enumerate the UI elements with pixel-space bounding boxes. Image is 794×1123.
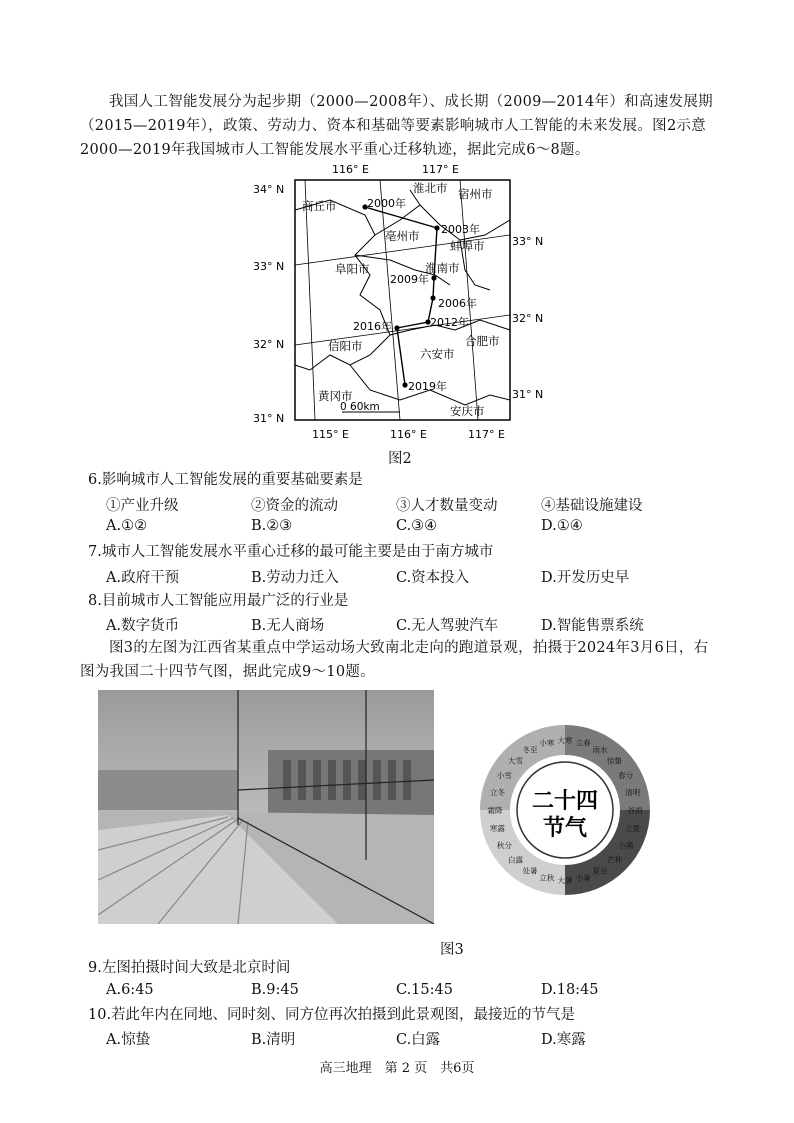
page-footer: 高三地理 第 2 页 共6页 (319, 1061, 475, 1076)
lat-left-33: 33° N (253, 260, 285, 273)
q10-stem: 10.若此年内在同地、同时刻、同方位再次拍摄到此景观图，最接近的节气是 (88, 1007, 576, 1023)
year-2009: 2009年 (390, 273, 429, 286)
city-luan: 六安市 (420, 347, 455, 361)
lon-bottom-117: 117° E (468, 428, 505, 441)
year-2006: 2006年 (438, 297, 477, 310)
solar-term-label: 小暑 (575, 873, 591, 883)
lon-bottom-115: 115° E (312, 428, 349, 441)
city-shangqiu: 商丘市 (302, 199, 337, 213)
q8-option-d[interactable]: D.智能售票系统 (541, 618, 644, 634)
map-point-2009 (431, 275, 436, 280)
solar-term-label: 谷雨 (627, 806, 643, 815)
lat-left-32: 32° N (253, 338, 285, 351)
solar-term-label: 秋分 (496, 841, 512, 850)
figure-3-caption: 图3 (440, 942, 464, 958)
solar-term-label: 惊蛰 (607, 756, 622, 766)
intro-paragraph-2: 图3的左图为江西省某重点中学运动场大致南北走向的跑道景观，拍摄于2024年3月6日，右图为我国二十四节气图，据此完成9～10题。 (80, 640, 709, 680)
city-bozhou: 亳州市 (385, 229, 420, 243)
map-point-2006 (430, 295, 435, 300)
solar-term-label: 小寒 (539, 738, 555, 748)
q10-option-c[interactable]: C.白露 (396, 1032, 441, 1048)
solar-term-label: 白露 (508, 855, 523, 865)
q7-options (106, 566, 686, 587)
q8-option-b[interactable]: B.无人商场 (251, 618, 325, 634)
solar-term-label: 寒露 (489, 824, 505, 834)
q9-option-b[interactable]: B.9:45 (251, 982, 299, 998)
city-anqing: 安庆市 (450, 404, 485, 418)
lon-top-116: 116° E (332, 163, 369, 176)
q7-option-a[interactable]: A.政府干预 (106, 570, 180, 586)
city-huaibei: 淮北市 (413, 181, 448, 195)
solar-term-label: 立夏 (625, 824, 641, 834)
q7-option-d[interactable]: D.开发历史早 (541, 570, 630, 586)
track-photo (98, 690, 434, 924)
lat-left-34: 34° N (253, 183, 285, 196)
city-huainan: 淮南市 (425, 261, 460, 275)
q9-option-d[interactable]: D.18:45 (541, 982, 599, 998)
q10-options (106, 1028, 686, 1049)
q10-option-a[interactable]: A.惊蛰 (106, 1032, 151, 1048)
q10-option-d[interactable]: D.寒露 (541, 1032, 586, 1048)
city-fuyang: 阜阳市 (335, 262, 370, 276)
intro-paragraph-1: 我国人工智能发展分为起步期（2000—2008年）、成长期（2009—2014年）和高速发展期（2015—2019年），政策、劳动力、资本和基础等要素影响城市人工智能的未来发展。图2示意2000—2019年我国城市人工智能发展水平重心迁移轨迹，据此完成6～8题。 (80, 94, 713, 158)
lon-bottom-116: 116° E (390, 428, 427, 441)
q6-item-4: ④基础设施建设 (541, 498, 643, 514)
figure-2-caption: 图2 (388, 451, 412, 467)
q8-stem: 8.目前城市人工智能应用最广泛的行业是 (88, 593, 349, 609)
q9-option-a[interactable]: A.6:45 (106, 982, 154, 998)
year-2016: 2016年 (353, 320, 392, 333)
year-2019: 2019年 (408, 380, 447, 393)
q6-option-d[interactable]: D.①④ (541, 518, 583, 534)
solar-term-label: 夏至 (592, 866, 608, 876)
solar-term-label: 霜降 (487, 806, 503, 815)
q6-item-3: ③人才数量变动 (396, 498, 498, 514)
q9-options (106, 982, 686, 998)
city-bengbu: 蚌埠市 (450, 239, 485, 253)
q6-option-c[interactable]: C.③④ (396, 518, 438, 534)
q8-option-a[interactable]: A.数字货币 (106, 618, 180, 634)
migration-map (250, 160, 560, 445)
q6-item-1: ①产业升级 (106, 498, 179, 514)
solar-term-label: 处暑 (522, 866, 538, 876)
q6-option-a[interactable]: A.①② (106, 518, 148, 534)
map-scale: 0 60km (340, 401, 380, 413)
solar-term-label: 立冬 (489, 787, 505, 797)
city-xinyang: 信阳市 (328, 339, 363, 353)
lat-right-31: 31° N (512, 388, 544, 401)
city-hefei: 合肥市 (465, 334, 500, 348)
solar-term-label: 冬至 (522, 745, 538, 755)
solar-term-label: 大暑 (557, 876, 573, 885)
q9-option-c[interactable]: C.15:45 (396, 982, 453, 998)
solar-term-label: 芒种 (607, 855, 622, 865)
year-2000: 2000年 (367, 197, 406, 210)
q7-option-c[interactable]: C.资本投入 (396, 570, 470, 586)
solar-term-label: 春分 (618, 771, 634, 780)
lon-top-117: 117° E (422, 163, 459, 176)
solar-term-label: 立秋 (539, 873, 555, 883)
q8-option-c[interactable]: C.无人驾驶汽车 (396, 618, 499, 634)
solar-term-label: 大雪 (508, 756, 523, 766)
city-huanggang: 黄冈市 (318, 389, 353, 403)
solar-term-label: 雨水 (592, 745, 608, 755)
lat-right-33: 33° N (512, 235, 544, 248)
solar-term-label: 大寒 (557, 736, 573, 745)
year-2003: 2003年 (441, 223, 480, 236)
wheel-center-line1: 二十四 (531, 789, 599, 814)
solar-term-label: 小满 (618, 841, 634, 850)
lat-right-32: 32° N (512, 312, 544, 325)
solar-term-label: 立春 (575, 738, 591, 748)
q8-options (106, 614, 686, 635)
q9-stem: 9.左图拍摄时间大致是北京时间 (88, 960, 291, 976)
wheel-center-line2: 节气 (542, 816, 588, 841)
solar-terms-wheel (465, 700, 665, 920)
q6-stem: 6.影响城市人工智能发展的重要基础要素是 (88, 472, 363, 488)
year-2012: 2012年 (430, 316, 469, 329)
solar-term-label: 清明 (625, 787, 641, 797)
map-point-2003 (434, 225, 439, 230)
q7-stem: 7.城市人工智能发展水平重心迁移的最可能主要是由于南方城市 (88, 544, 494, 560)
city-suzhou: 宿州市 (458, 187, 493, 201)
q6-items (106, 494, 686, 515)
map-point-2016 (394, 325, 399, 330)
q6-option-b[interactable]: B.②③ (251, 518, 293, 534)
q6-options (106, 518, 686, 534)
q6-item-2: ②资金的流动 (251, 498, 338, 514)
solar-term-label: 小雪 (496, 771, 512, 780)
q10-option-b[interactable]: B.清明 (251, 1032, 296, 1048)
map-point-2019 (402, 382, 407, 387)
lat-left-31: 31° N (253, 412, 285, 425)
q7-option-b[interactable]: B.劳动力迁入 (251, 570, 339, 586)
